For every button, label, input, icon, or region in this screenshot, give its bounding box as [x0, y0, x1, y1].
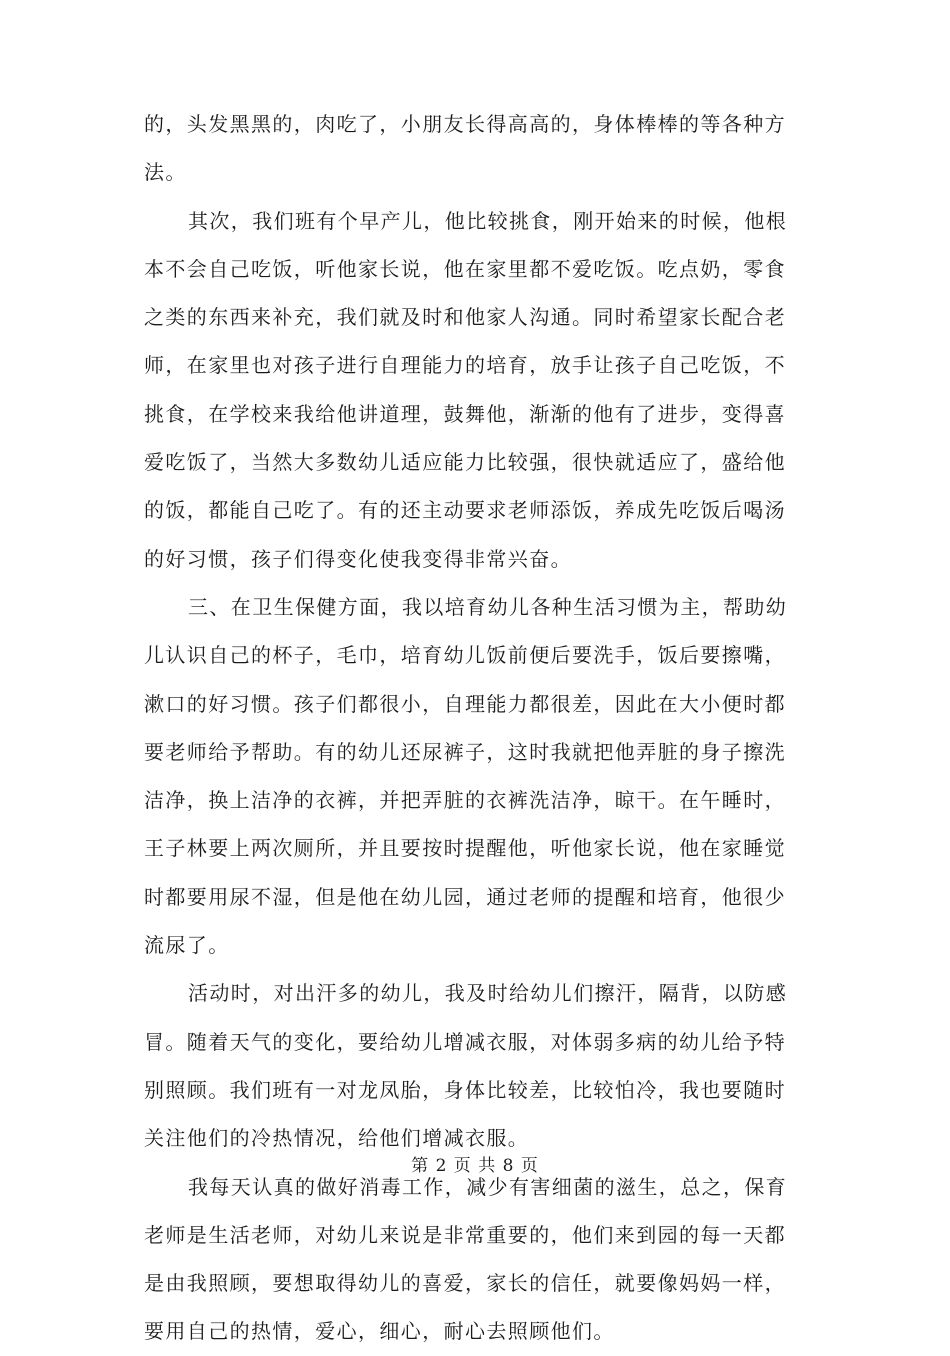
text-line: 挑食，在学校来我给他讲道理，鼓舞他，渐渐的他有了进步，变得喜 [144, 401, 786, 426]
text-line: 要用自己的热情，爱心，细心，耐心去照顾他们。 [144, 1319, 615, 1344]
text-line: 爱吃饭了，当然大多数幼儿适应能力比较强，很快就适应了，盛给他 [144, 450, 786, 475]
text-line: 冒。随着天气的变化，要给幼儿增减衣服，对体弱多病的幼儿给予特 [144, 1029, 786, 1054]
text-line: 活动时，对出汗多的幼儿，我及时给幼儿们擦汗，隔背，以防感 [188, 981, 788, 1006]
text-line: 别照顾。我们班有一对龙凤胎，身体比较差，比较怕冷，我也要随时 [144, 1077, 786, 1102]
text-line: 是由我照顾，要想取得幼儿的喜爱，家长的信任，就要像妈妈一样， [144, 1271, 786, 1296]
text-line: 时都要用尿不湿，但是他在幼儿园，通过老师的提醒和培育，他很少 [144, 884, 786, 909]
text-line: 流尿了。 [144, 933, 230, 958]
text-line: 的好习惯，孩子们得变化使我变得非常兴奋。 [144, 546, 572, 571]
text-line: 的，头发黑黑的，肉吃了，小朋友长得高高的，身体棒棒的等各种方 [144, 112, 786, 136]
text-line: 老师是生活老师，对幼儿来说是非常重要的，他们来到园的每一天都 [144, 1222, 786, 1247]
text-line: 之类的东西来补充，我们就及时和他家人沟通。同时希望家长配合老 [144, 305, 786, 330]
text-line: 其次，我们班有个早产儿，他比较挑食，刚开始来的时候，他根 [188, 208, 788, 233]
page-number: 第 2 页 共 8 页 [411, 1156, 539, 1176]
text-line: 洁净，换上洁净的衣裤，并把弄脏的衣裤洗洁净，晾干。在午睡时， [144, 788, 786, 813]
text-line: 我每天认真的做好消毒工作，减少有害细菌的滋生，总之，保育 [188, 1174, 788, 1199]
text-line: 关注他们的冷热情况，给他们增减衣服。 [144, 1126, 530, 1151]
text-line: 师，在家里也对孩子进行自理能力的培育，放手让孩子自己吃饭，不 [144, 353, 786, 378]
text-line: 本不会自己吃饭，听他家长说，他在家里都不爱吃饭。吃点奶，零食 [144, 256, 786, 281]
text-line: 儿认识自己的杯子，毛巾，培育幼儿饭前便后要洗手，饭后要擦嘴， [144, 643, 786, 668]
text-line: 要老师给予帮助。有的幼儿还尿裤子，这时我就把他弄脏的身子擦洗 [144, 739, 786, 764]
text-line: 漱口的好习惯。孩子们都很小，自理能力都很差，因此在大小便时都 [144, 691, 786, 716]
text-line: 的饭，都能自己吃了。有的还主动要求老师添饭，养成先吃饭后喝汤 [144, 498, 786, 523]
text-line: 三、在卫生保健方面，我以培育幼儿各种生活习惯为主，帮助幼 [188, 594, 788, 619]
text-line: 王子林要上两次厕所，并且要按时提醒他，听他家长说，他在家睡觉 [144, 836, 786, 861]
text-line: 法。 [144, 160, 187, 185]
